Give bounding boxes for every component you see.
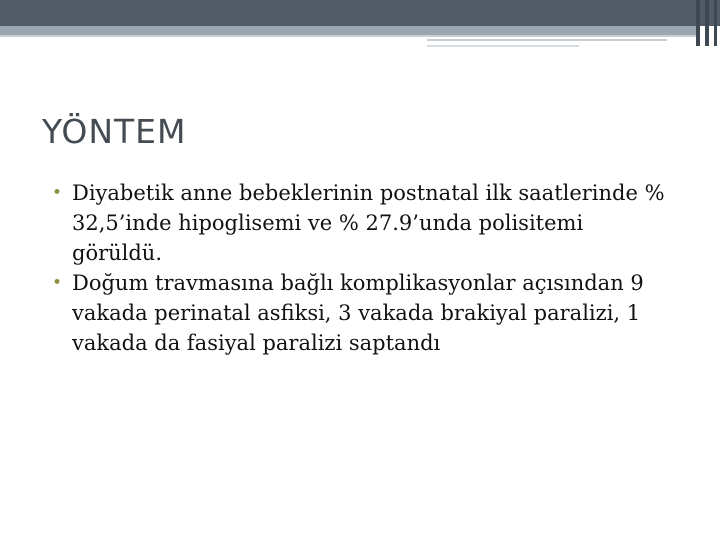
header-bar-light xyxy=(0,26,700,35)
bullet-icon: • xyxy=(52,183,63,203)
accent-line xyxy=(427,39,667,41)
header-divider xyxy=(0,35,700,37)
list-item xyxy=(52,268,672,358)
bullet-text: Doğum travmasına bağlı komplikasyonlar açısından 9 vakada perinatal asfiksi, 3 vakada brakiyal paralizi, 1 vakada da fasiyal paralizi saptandı xyxy=(72,271,644,355)
list-item xyxy=(52,178,672,268)
corner-strip xyxy=(714,0,717,46)
corner-strip xyxy=(696,0,700,46)
bullet-icon: • xyxy=(52,273,63,293)
bullet-text: Diyabetik anne bebeklerinin postnatal ilk saatlerinde % 32,5’inde hipoglisemi ve % 27.9’unda polisitemi görüldü. xyxy=(72,181,665,265)
accent-line-short xyxy=(427,45,579,47)
header-bar xyxy=(0,0,720,26)
bullet-list xyxy=(52,178,672,358)
corner-strip xyxy=(705,0,709,46)
slide-title: YÖNTEM xyxy=(42,112,187,151)
